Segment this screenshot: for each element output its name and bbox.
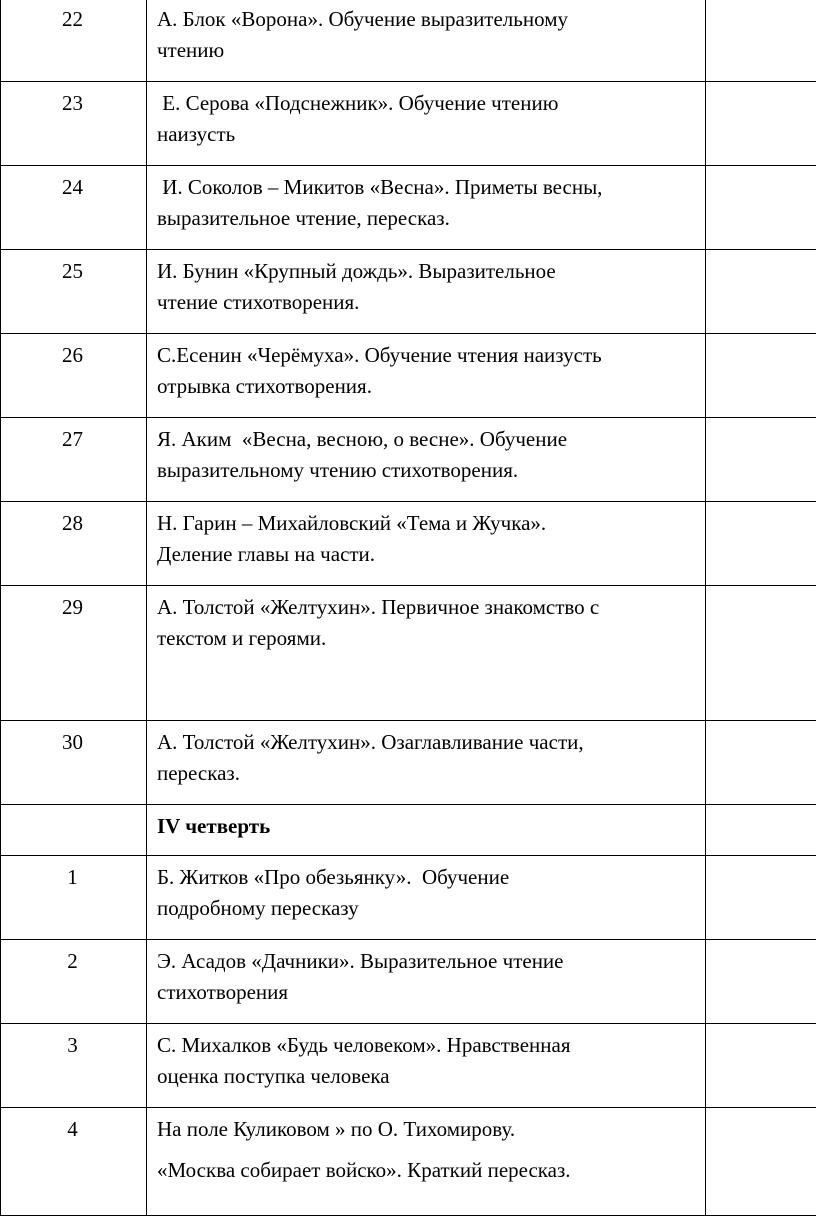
lesson-topic-cell <box>147 334 706 418</box>
lesson-topic-line: выразительному чтению стихотворения. <box>157 455 699 486</box>
empty-cell <box>706 502 816 586</box>
lesson-number-cell <box>1 856 147 940</box>
lesson-topic-cell <box>147 1108 706 1216</box>
lesson-topic-line: Е. Серова «Подснежник». Обучение чтению <box>157 88 699 119</box>
lesson-topic-line: чтение стихотворения. <box>157 287 699 318</box>
lesson-topic-cell <box>147 166 706 250</box>
lesson-topic-line: И. Соколов – Микитов «Весна». Приметы весны, <box>157 172 699 203</box>
lesson-topic-line: подробному пересказу <box>157 893 699 924</box>
lesson-number: 29 <box>62 592 85 623</box>
lesson-number-cell <box>1 334 147 418</box>
lesson-topic-line: С. Михалков «Будь человеком». Нравственная <box>157 1030 699 1061</box>
table-row <box>1 0 816 82</box>
empty-cell <box>706 856 816 940</box>
lesson-number: 3 <box>67 1030 80 1061</box>
lesson-topic-line: А. Блок «Ворона». Обучение выразительному <box>157 4 699 35</box>
lesson-topic-line: текстом и героями. <box>157 623 699 654</box>
lesson-topic-line: Э. Асадов «Дачники». Выразительное чтение <box>157 946 699 977</box>
empty-cell <box>706 1108 816 1216</box>
table-row <box>1 418 816 502</box>
lesson-number: 26 <box>62 340 85 371</box>
table-row <box>1 250 816 334</box>
lesson-number: 25 <box>62 256 85 287</box>
lesson-topic-line: наизусть <box>157 119 699 150</box>
lesson-topic-line: пересказ. <box>157 758 699 789</box>
lesson-number-cell <box>1 940 147 1024</box>
quarter-header-row <box>1 805 816 856</box>
table-row <box>1 82 816 166</box>
lesson-topic-line: стихотворения <box>157 977 699 1008</box>
lesson-topic-cell <box>147 0 706 82</box>
lesson-number-cell <box>1 721 147 805</box>
lesson-topic-line: чтению <box>157 35 699 66</box>
lesson-number: 2 <box>67 946 80 977</box>
empty-cell <box>706 1024 816 1108</box>
lesson-topic-line: А. Толстой «Желтухин». Озаглавливание части, <box>157 727 699 758</box>
lesson-number-cell <box>1 82 147 166</box>
table-row <box>1 166 816 250</box>
table-row <box>1 334 816 418</box>
quarter-title-cell <box>147 805 706 856</box>
lesson-topic-line: Н. Гарин – Михайловский «Тема и Жучка». <box>157 508 699 539</box>
empty-cell <box>706 250 816 334</box>
table-row <box>1 1024 816 1108</box>
lesson-topic-line: Деление главы на части. <box>157 539 699 570</box>
lesson-topic-cell <box>147 82 706 166</box>
lesson-number-cell <box>1 1108 147 1216</box>
lesson-topic-cell <box>147 418 706 502</box>
table-row <box>1 1108 816 1216</box>
lesson-topic-cell <box>147 1024 706 1108</box>
lesson-number-cell <box>1 418 147 502</box>
lesson-number-cell <box>1 1024 147 1108</box>
lesson-number-cell <box>1 166 147 250</box>
lesson-number-cell <box>1 502 147 586</box>
lesson-topic-line: Б. Житков «Про обезьянку». Обучение <box>157 862 699 893</box>
lesson-topic-line: оценка поступка человека <box>157 1061 699 1092</box>
lesson-topic-cell <box>147 856 706 940</box>
lesson-topic-cell <box>147 502 706 586</box>
lesson-number: 28 <box>62 508 85 539</box>
lesson-number: 23 <box>62 88 85 119</box>
lesson-topic-line: отрывка стихотворения. <box>157 371 699 402</box>
empty-cell <box>706 166 816 250</box>
table-row <box>1 856 816 940</box>
lesson-number-cell <box>1 0 147 82</box>
empty-cell <box>706 82 816 166</box>
lesson-number-cell <box>1 805 147 856</box>
lesson-number: 30 <box>62 727 85 758</box>
empty-cell <box>706 586 816 721</box>
lesson-topic-cell <box>147 721 706 805</box>
empty-cell <box>706 805 816 856</box>
lesson-number: 1 <box>67 862 80 893</box>
lesson-topic-line: «Москва собирает войско». Краткий пересказ. <box>157 1155 699 1186</box>
lesson-topic-line: А. Толстой «Желтухин». Первичное знакомство с <box>157 592 699 623</box>
lesson-topic-line: выразительное чтение, пересказ. <box>157 203 699 234</box>
lesson-topic-cell <box>147 940 706 1024</box>
table-row <box>1 586 816 721</box>
lesson-number: 22 <box>62 4 85 35</box>
empty-cell <box>706 334 816 418</box>
lesson-topic-cell <box>147 586 706 721</box>
empty-cell <box>706 0 816 82</box>
table-row <box>1 940 816 1024</box>
lesson-topic-line: На поле Куликовом » по О. Тихомирову. <box>157 1114 699 1145</box>
lesson-number: 4 <box>67 1114 80 1145</box>
empty-cell <box>706 418 816 502</box>
lesson-number-cell <box>1 586 147 721</box>
table-row <box>1 502 816 586</box>
quarter-title: IV четверть <box>157 811 699 842</box>
lesson-number-cell <box>1 250 147 334</box>
lesson-topic-line: Я. Аким «Весна, весною, о весне». Обучение <box>157 424 699 455</box>
lesson-number: 24 <box>62 172 85 203</box>
lesson-topic-line: С.Есенин «Черёмуха». Обучение чтения наизусть <box>157 340 699 371</box>
lesson-topic-line: И. Бунин «Крупный дождь». Выразительное <box>157 256 699 287</box>
lesson-topic-cell <box>147 250 706 334</box>
empty-cell <box>706 940 816 1024</box>
empty-cell <box>706 721 816 805</box>
lesson-number: 27 <box>62 424 85 455</box>
table-row <box>1 721 816 805</box>
